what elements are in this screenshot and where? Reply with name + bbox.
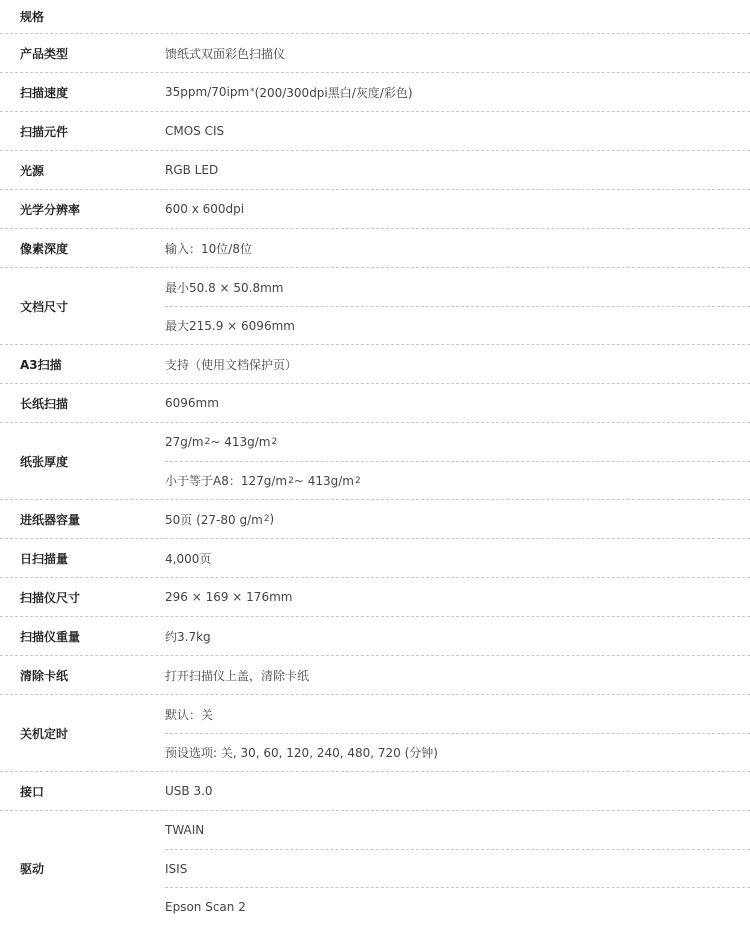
value-part: 小于等于A8：127g/m <box>165 474 288 488</box>
spec-row-long-paper <box>0 384 750 423</box>
spec-row-daily-volume <box>0 539 750 578</box>
spec-value: 6096mm <box>165 396 219 410</box>
spec-label: 关机定时 <box>20 726 69 741</box>
spec-label: 像素深度 <box>20 241 69 256</box>
spec-value: 35ppm/70ipm * (200/300dpi黑白/灰度/彩色) <box>165 85 413 100</box>
spec-label: 光源 <box>20 163 45 178</box>
spec-value: 输入：10位/8位 <box>165 241 252 256</box>
spec-row-a3-scan <box>0 345 750 384</box>
spec-value: 默认：关 <box>165 707 214 722</box>
spec-value: ISIS <box>165 849 750 887</box>
spec-value: 27g/m 2 ~ 413g/m 2 <box>165 435 278 449</box>
spec-value: 馈纸式双面彩色扫描仪 <box>165 46 286 61</box>
spec-value: 50页 (27-80 g/m 2 ) <box>165 512 275 527</box>
spec-label: 扫描仪尺寸 <box>20 590 81 605</box>
speed-main: 35ppm/70ipm <box>165 85 250 99</box>
spec-value: 预设选项: 关, 30, 60, 120, 240, 480, 720 (分钟) <box>165 733 750 771</box>
spec-row-scan-element <box>0 112 750 151</box>
spec-title: 规格 <box>20 10 45 24</box>
spec-label: 日扫描量 <box>20 551 69 566</box>
spec-label: 纸张厚度 <box>20 454 69 469</box>
value-part: ~ 413g/m <box>210 435 271 449</box>
spec-value: 小于等于A8：127g/m 2 ~ 413g/m 2 <box>165 461 750 499</box>
spec-label: 扫描速度 <box>20 85 69 100</box>
spec-value: 最大215.9 × 6096mm <box>165 306 750 344</box>
spec-label: 扫描仪重量 <box>20 629 81 644</box>
spec-value: TWAIN <box>165 823 205 837</box>
spec-row-clear-jam <box>0 656 750 695</box>
spec-row-scan-speed <box>0 73 750 112</box>
spec-row-feeder-capacity <box>0 500 750 539</box>
spec-value: Epson Scan 2 <box>165 887 750 925</box>
spec-value: 最小50.8 × 50.8mm <box>165 280 284 295</box>
spec-header <box>0 0 750 34</box>
speed-tail: (200/300dpi黑白/灰度/彩色) <box>254 85 413 100</box>
spec-value: 支持（使用文档保护页） <box>165 357 298 372</box>
spec-row-product-type <box>0 34 750 73</box>
value-part: ~ 413g/m <box>293 473 354 488</box>
value-part: 50页 (27-80 g/m <box>165 512 263 527</box>
spec-row-scanner-size <box>0 578 750 617</box>
value-part: ) <box>269 512 275 526</box>
spec-row-scanner-weight <box>0 617 750 656</box>
spec-row-document-size <box>0 268 750 345</box>
spec-label: 产品类型 <box>20 46 69 61</box>
spec-label: 清除卡纸 <box>20 668 69 683</box>
spec-label: 光学分辨率 <box>20 202 81 217</box>
spec-value: 打开扫描仪上盖，清除卡纸 <box>165 668 310 683</box>
spec-row-interface <box>0 772 750 811</box>
spec-label: 文档尺寸 <box>20 299 69 314</box>
spec-row-paper-thickness <box>0 423 750 500</box>
spec-row-light-source <box>0 151 750 190</box>
spec-label: 接口 <box>20 784 45 799</box>
spec-row-driver <box>0 811 750 925</box>
spec-label: 长纸扫描 <box>20 396 69 411</box>
spec-label: 扫描元件 <box>20 124 69 139</box>
spec-value: 4,000页 <box>165 551 212 566</box>
spec-value: CMOS CIS <box>165 124 225 138</box>
spec-label: 驱动 <box>20 861 45 876</box>
spec-row-pixel-depth <box>0 229 750 268</box>
spec-label: A3扫描 <box>20 357 62 372</box>
spec-label: 进纸器容量 <box>20 512 81 527</box>
spec-value: 600 x 600dpi <box>165 202 245 216</box>
spec-value: 约3.7kg <box>165 629 211 644</box>
spec-value: RGB LED <box>165 163 219 177</box>
spec-row-optical-resolution <box>0 190 750 229</box>
spec-row-power-off-timer <box>0 695 750 772</box>
spec-value: 296 × 169 × 176mm <box>165 590 293 604</box>
value-part: 27g/m <box>165 435 204 449</box>
spec-value: USB 3.0 <box>165 784 213 798</box>
